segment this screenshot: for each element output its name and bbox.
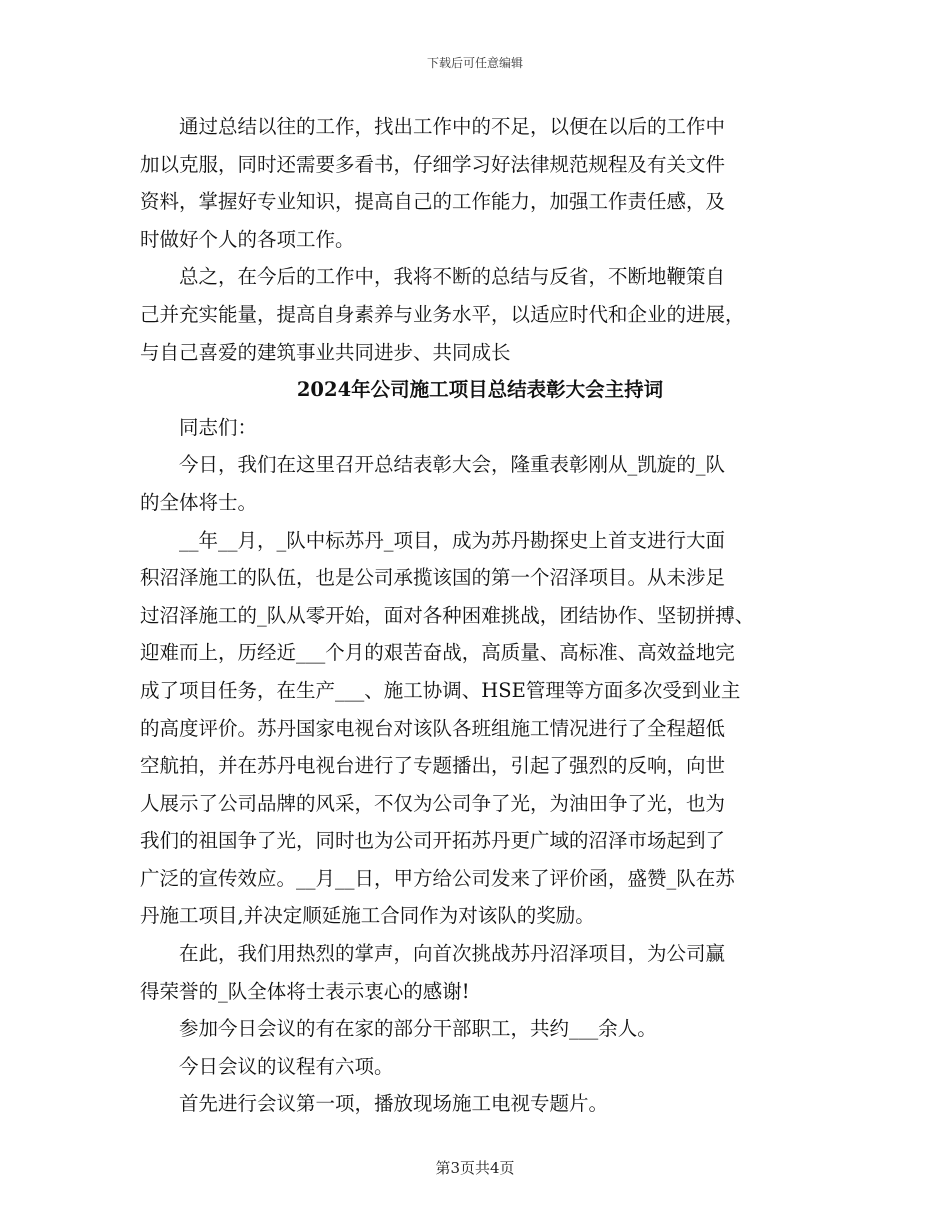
paragraph (140, 935, 820, 1010)
document-title: 2024年公司施工项目总结表彰大会主持词 (296, 378, 664, 402)
text-line: 在此，我们用热烈的掌声，向首次挑战苏丹沼泽项目，为公司赢 (179, 942, 726, 966)
text-line: 己并充实能量，提高自身素养与业务水平，以适应时代和企业的进展， (140, 302, 745, 326)
text-line: 过沼泽施工的_队从零开始，面对各种困难挑战，团结协作、坚韧拼搏、 (140, 603, 755, 627)
text-line: 通过总结以往的工作，找出工作中的不足，以便在以后的工作中 (179, 115, 726, 138)
document-body (140, 108, 820, 1123)
section-after-title (140, 409, 820, 1123)
text-line: 积沼泽施工的队伍，也是公司承揽该国的第一个沼泽项目。从未涉足 (140, 566, 726, 590)
text-line: 今日会议的议程有六项。 (179, 1054, 394, 1078)
text-line: 总之，在今后的工作中，我将不断的总结与反省，不断地鞭策自 (179, 265, 726, 289)
page-header: 下载后可任意编辑 (426, 56, 523, 70)
paragraph (140, 522, 820, 936)
text-line: __年__月，_队中标苏丹_项目，成为苏丹勘探史上首支进行大面 (179, 528, 726, 552)
text-line: 今日，我们在这里召开总结表彰大会，隆重表彰刚从_凯旋的_队 (179, 453, 726, 477)
text-line: 加以克服，同时还需要多看书，仔细学习好法律规范规程及有关文件 (140, 152, 726, 176)
text-line: 我们的祖国争了光，同时也为公司开拓苏丹更广域的沼泽市场起到了 (140, 829, 726, 853)
paragraph (140, 108, 820, 258)
text-line: 广泛的宣传效应。__月__日，甲方给公司发来了评价函，盛赞_队在苏 (140, 866, 735, 890)
text-line: 成了项目任务，在生产___、施工协调、HSE管理等方面多次受到业主 (140, 678, 741, 702)
text-line: 资料，掌握好专业知识，提高自己的工作能力，加强工作责任感，及 (140, 190, 726, 214)
text-line: 空航拍，并在苏丹电视台进行了专题播出，引起了强烈的反响，向世 (140, 754, 726, 778)
paragraph (140, 258, 820, 371)
page-footer: 第3页共4页 (435, 1159, 515, 1177)
paragraph (140, 1010, 820, 1048)
text-line: 的高度评价。苏丹国家电视台对该队各班组施工情况进行了全程超低 (140, 716, 726, 740)
paragraph (140, 1048, 820, 1086)
text-line: 参加今日会议的有在家的部分干部职工，共约___余人。 (179, 1017, 657, 1041)
text-line: 的全体将士。 (140, 490, 258, 514)
text-line: 同志们： (179, 415, 258, 439)
paragraph (140, 409, 820, 447)
text-line: 首先进行会议第一项，播放现场施工电视专题片。 (179, 1092, 609, 1116)
text-line: 与自己喜爱的建筑事业共同进步、共同成长 (140, 340, 511, 364)
paragraph (140, 446, 820, 521)
paragraph (140, 1085, 820, 1123)
text-line: 得荣誉的_队全体将士表示衷心的感谢! (140, 979, 470, 1003)
text-line: 丹施工项目,并决定顺延施工合同作为对该队的奖励。 (140, 904, 595, 928)
text-line: 迎难而上，历经近___个月的艰苦奋战，高质量、高标准、高效益地完 (140, 641, 735, 665)
text-line: 人展示了公司品牌的风采，不仅为公司争了光，为油田争了光，也为 (140, 791, 726, 815)
section-before-title (140, 108, 820, 371)
text-line: 时做好个人的各项工作。 (140, 227, 355, 251)
